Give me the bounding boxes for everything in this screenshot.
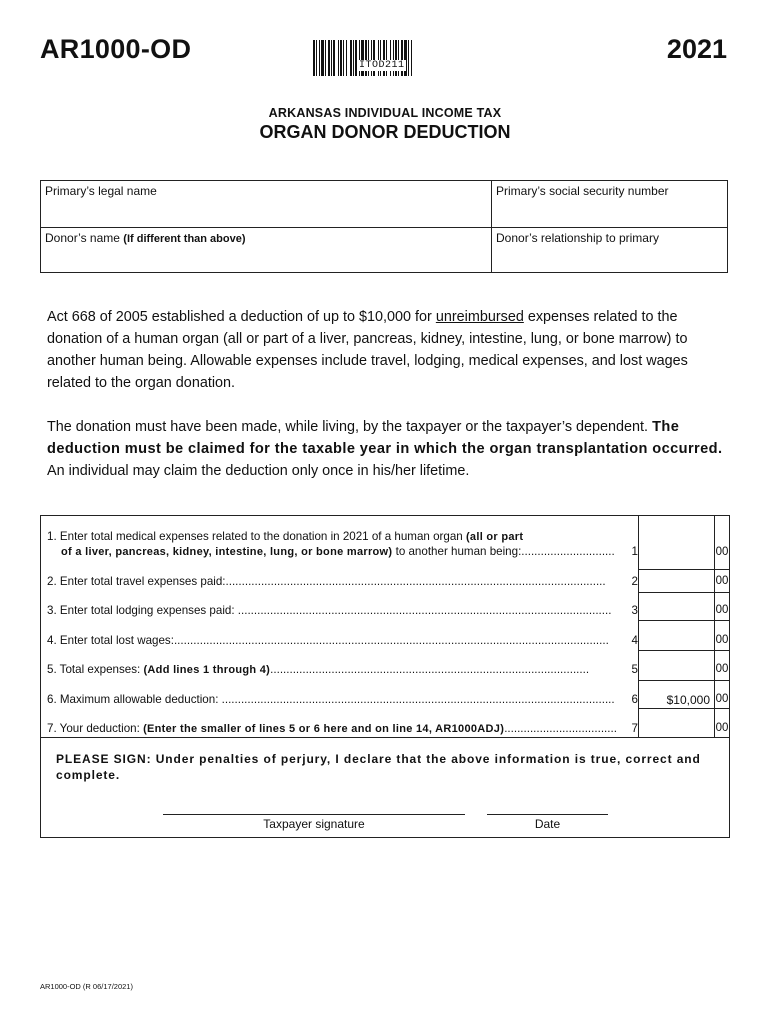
line-1-cents: 00	[715, 546, 729, 558]
line-6-label: 6. Maximum allowable deduction: .......................................................................................................................... 6	[47, 693, 638, 706]
act-description-paragraph: Act 668 of 2005 established a deduction of up to $10,000 for unreimbursed expenses related to the donation of a human organ (all or part of a liver, pancreas, kidney, intestine, lung, or bone marrow) to another human being. Allowable expenses include travel, lodging, medical expenses, and lost wages related to the organ donation.	[47, 309, 688, 391]
agency-heading: ARKANSAS INDIVIDUAL INCOME TAX	[268, 106, 502, 120]
donor-name-note: (If different than above)	[123, 233, 246, 245]
donor-relationship-field[interactable]	[496, 231, 659, 245]
perjury-declaration: PLEASE SIGN: Under penalties of perjury, I declare that the above information is true, correct and complete.	[56, 752, 701, 782]
primary-ssn-label: Primary’s social security number	[496, 184, 669, 198]
line-6-amount: $10,000	[666, 693, 710, 707]
identification-box	[40, 180, 728, 273]
line-2-label: 2. Enter total travel expenses paid:...................................................................................................................... 2	[47, 575, 638, 588]
line-3-cents: 00	[715, 604, 729, 616]
primary-name-label: Primary’s legal name	[45, 184, 157, 198]
line-6-cents: 00	[715, 693, 729, 705]
line-7-cents: 00	[715, 722, 729, 734]
deduction-lines-box	[40, 515, 730, 738]
form-year: 2021	[666, 34, 727, 64]
primary-ssn-field[interactable]	[496, 184, 669, 198]
taxpayer-signature-label: Taxpayer signature	[263, 817, 365, 831]
line-1-label: 1. Enter total medical expenses related to the donation in 2021 of a human organ (all or part	[47, 530, 524, 543]
line-4-label: 4. Enter total lost wages:....................................................................................................................................... 4	[47, 634, 638, 647]
line-2-cents: 00	[715, 575, 729, 587]
date-line[interactable]	[487, 814, 608, 815]
form-title: ORGAN DONOR DEDUCTION	[259, 122, 511, 142]
line-7-label: 7. Your deduction: (Enter the smaller of lines 5 or 6 here and on line 14, AR1000ADJ)................................... 7	[47, 722, 638, 735]
signature-box	[40, 737, 730, 838]
taxpayer-signature-line[interactable]	[163, 814, 465, 815]
unreimbursed-emphasis: unreimbursed	[435, 309, 524, 325]
donor-relationship-label: Donor’s relationship to primary	[496, 231, 659, 245]
claim-year-notice: The deduction must be claimed for the taxable year in which the organ transplantation occurred.	[47, 419, 723, 457]
line-5-label: 5. Total expenses: (Add lines 1 through 4)................................................................................................... 5	[47, 663, 638, 676]
line-1-label-cont: of a liver, pancreas, kidney, intestine, lung, or bone marrow) to another human being:............................. 1	[61, 545, 638, 558]
donor-name-field[interactable]	[45, 231, 246, 245]
barcode-text: ITOD211	[359, 60, 405, 71]
revision-note: AR1000-OD (R 06/17/2021)	[40, 982, 133, 991]
primary-name-field[interactable]	[45, 184, 157, 198]
form-code: AR1000-OD	[40, 34, 192, 64]
line-3-label: 3. Enter total lodging expenses paid: .................................................................................................................... 3	[47, 604, 638, 617]
eligibility-paragraph: The donation must have been made, while living, by the taxpayer or the taxpayer’s dependent. The deduction must be claimed for the taxable year in which the organ transplantation occurred. An individual may claim the deduction only once in his/her lifetime.	[47, 419, 723, 479]
donor-name-label: Donor’s name	[45, 231, 120, 245]
date-label: Date	[534, 817, 561, 831]
line-4-cents: 00	[715, 634, 729, 646]
line-5-cents: 00	[715, 663, 729, 675]
